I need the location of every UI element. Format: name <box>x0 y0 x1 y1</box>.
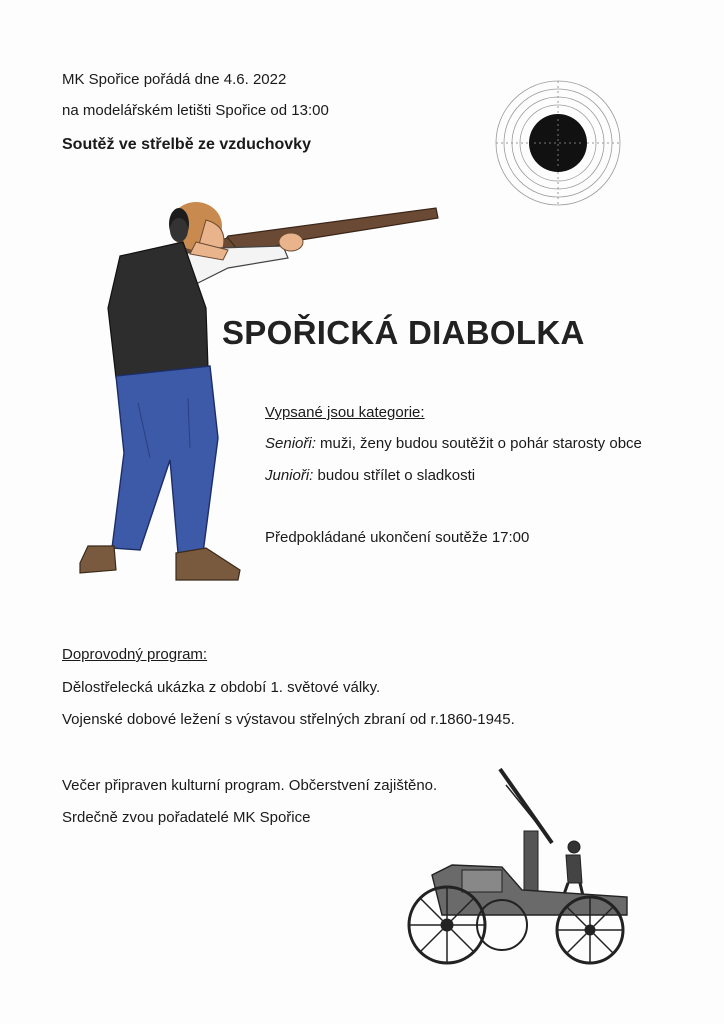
program-heading: Doprovodný program: <box>62 646 208 663</box>
event-location-line: na modelářském letišti Spořice od 13:00 <box>62 102 329 119</box>
category-text: muži, ženy budou soutěžit o pohár starosty obce <box>315 435 642 452</box>
event-subtitle: Soutěž ve střelbě ze vzduchovky <box>62 136 311 153</box>
program-item: Vojenské dobové ležení s výstavou střelných zbraní od r.1860-1945. <box>62 711 515 728</box>
program-item: Dělostřelecká ukázka z období 1. světové války. <box>62 679 381 696</box>
category-juniors <box>265 467 475 484</box>
rifle-shooter-illustration <box>78 198 440 584</box>
category-seniors <box>265 435 642 452</box>
category-name: Senioři: <box>265 435 316 452</box>
evening-program: Večer připraven kulturní program. Občerstvení zajištěno. <box>62 777 438 794</box>
invitation-line: Srdečně zvou pořadatelé MK Spořice <box>62 809 311 826</box>
category-name: Junioři: <box>265 467 314 484</box>
end-time: Předpokládané ukončení soutěže 17:00 <box>265 529 530 546</box>
page-title: SPOŘICKÁ DIABOLKA <box>222 314 585 351</box>
event-intro-line: MK Spořice pořádá dne 4.6. 2022 <box>62 71 287 88</box>
category-text: budou střílet o sladkosti <box>313 467 476 484</box>
categories-heading: Vypsané jsou kategorie: <box>265 404 425 421</box>
anti-aircraft-gun-illustration <box>402 765 642 970</box>
shooting-target-icon <box>494 78 622 208</box>
